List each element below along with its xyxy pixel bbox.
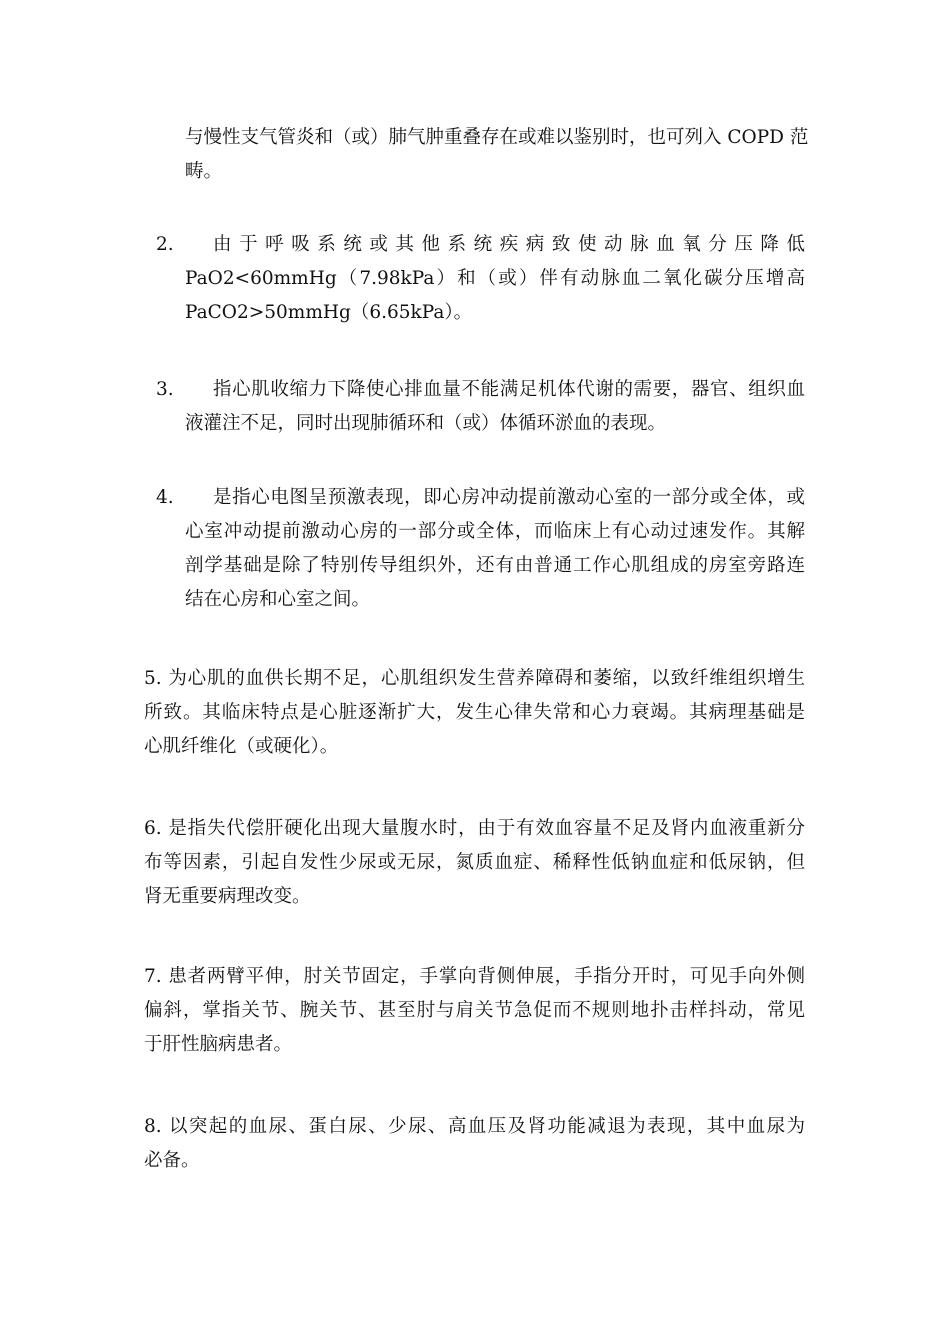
text-line: 液灌注不足，同时出现肺循环和（或）体循环淤血的表现。	[185, 413, 667, 434]
text-line: 8. 以突起的血尿、蛋白尿、少尿、高血压及肾功能减退为表现，其中血尿为	[144, 1116, 805, 1137]
text-line: 指心肌收缩力下降使心排血量不能满足机体代谢的需要，器官、组织血	[213, 379, 805, 400]
text-line: 6. 是指失代偿肝硬化出现大量腹水时，由于有效血容量不足及肾内血液重新分	[144, 818, 805, 839]
text-line: 剖学基础是除了特别传导组织外，还有由普通工作心肌组成的房室旁路连	[185, 555, 805, 576]
text-line: 由于呼吸系统或其他系统疾病致使动脉血氧分压降低	[213, 234, 805, 255]
text-line: 心室冲动提前激动心房的一部分或全体，而临床上有心动过速发作。其解	[185, 521, 805, 542]
text-line: 于肝性脑病患者。	[144, 1034, 293, 1055]
paragraph-heart-failure	[185, 373, 805, 441]
text-line: 所致。其临床特点是心脏逐渐扩大，发生心律失常和心力衰竭。其病理基础是	[144, 702, 805, 723]
text-line: PaCO2>50mmHg（6.65kPa）。	[185, 302, 473, 323]
text-line: 肾无重要病理改变。	[144, 886, 311, 907]
text-line: 必备。	[144, 1150, 200, 1171]
text-line: 7. 患者两臂平伸，肘关节固定，手掌向背侧伸展，手指分开时，可见手向外侧	[144, 966, 805, 987]
text-line: 是指心电图呈预激表现，即心房冲动提前激动心室的一部分或全体，或	[213, 487, 805, 508]
text-line: 心肌纤维化（或硬化）。	[144, 736, 339, 757]
paragraph-hepatorenal-syndrome	[144, 812, 805, 914]
paragraph-asterixis	[144, 960, 805, 1062]
paragraph-respiratory-failure	[185, 228, 805, 330]
text-line: 与慢性支气管炎和（或）肺气肿重叠存在或难以鉴别时，也可列入 COPD 范	[185, 127, 809, 148]
paragraph-copd-continuation	[185, 121, 809, 189]
paragraph-preexcitation	[185, 481, 805, 617]
item-number: 3.	[156, 379, 174, 400]
item-number: 4.	[156, 487, 174, 508]
text-line: 结在心房和心室之间。	[185, 589, 371, 610]
text-line: 布等因素，引起自发性少尿或无尿，氮质血症、稀释性低钠血症和低尿钠，但	[144, 852, 805, 873]
text-line: 畴。	[185, 161, 223, 182]
paragraph-nephritic-syndrome	[144, 1110, 805, 1178]
paragraph-ischemic-cardiomyopathy	[144, 662, 805, 764]
item-number: 2.	[156, 234, 174, 255]
text-line: 5. 为心肌的血供长期不足，心肌组织发生营养障碍和萎缩，以致纤维组织增生	[144, 668, 805, 689]
text-line: PaO2<60mmHg（7.98kPa）和（或）伴有动脉血二氧化碳分压增高	[185, 268, 805, 289]
text-line: 偏斜，掌指关节、腕关节、甚至肘与肩关节急促而不规则地扑击样抖动，常见	[144, 1000, 805, 1021]
